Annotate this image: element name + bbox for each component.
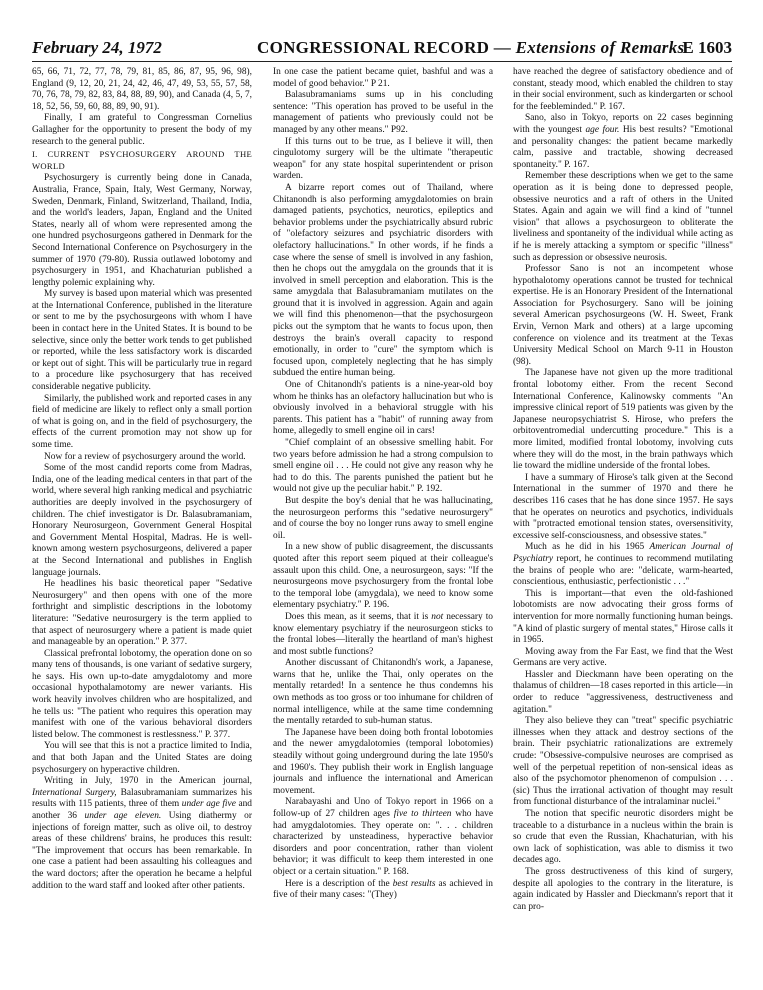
paragraph: The Japanese have been doing both frontal lobotomies and the newer amygdalotomies (temporal lobotomies) steadily without going underground during the late 1950's and 1960's. They publish their work in English language journals and influence the international and American movement.	[273, 727, 493, 796]
text-run: as achieved in five of their many cases: "(They)	[273, 878, 493, 901]
paragraph: One of Chitanondh's patients is a nine-year-old boy whom he thinks has an olefactory hallucination but who is obviously involved in a behavioral struggle with his parents. This patient has a "habit" of running away from home, allegedly to smell engine oil in cars!	[273, 380, 493, 437]
text-run: Writing in July, 1970 in the American journal,	[44, 776, 252, 787]
italic-text: International Surgery,	[32, 787, 117, 798]
page-header	[32, 38, 732, 60]
paragraph	[513, 113, 733, 171]
text-run: Sano, also in Tokyo, reports on 22 cases beginning with the youngest	[513, 113, 733, 135]
paragraph	[513, 542, 733, 588]
column-3	[513, 67, 733, 977]
italic-text: under age five	[181, 799, 236, 810]
paragraph: Moving away from the Far East, we find that the West Germans are very active.	[513, 646, 733, 669]
text-run: Narabayashi and Uno of Tokyo report in 1966 on a follow-up of 27 children ages	[273, 797, 493, 819]
text-run: Using diathermy or injections of foreign matter, such as olive oil, to destroy areas of these childrens' brains, he produces this result: "The improvement that occurs has been remarkable. In one case a patient had been assaulting his colleagues and the ward doctors; after the operation he became a helpful addition to the ward staff and looked after other patients.	[32, 811, 252, 891]
paragraph: Similarly, the published work and reported cases in any field of medicine are likely to reflect only a small portion of what is going on, and in the field of psychosurgery, the effects of the current promotion may not show up for some time.	[32, 393, 252, 450]
paragraph: Some of the most candid reports come from Madras, India, one of the leading medical centers in that part of the world, where several high ranking medical and psychiatric authorities are deeply involved in the psychosurgery of children. The chief investigator is Dr. Balasubramaniam, Honorary Neurosurgeon, Government General Hospital and Government Mental Hospital, Madras. He is well-known among western psychosurgeons, delivered a paper at the Second International and publishes in English language journals.	[32, 463, 252, 578]
header-title-main: CONGRESSIONAL RECORD —	[257, 38, 512, 57]
section-heading: I. CURRENT PSYCHOSURGERY AROUND THE WORLD	[32, 149, 252, 171]
text-run: report, he continues to recommend mutilating the brains of people who are: "delicate, warm-hearted, conscientious, enthusiastic, perfectionistic . . ."	[513, 553, 733, 588]
paragraph: Hassler and Dieckmann have been operating on the thalamus of children—18 cases reported in this article—in order to reduce "aggressiveness, destructiveness and agitation."	[513, 669, 733, 715]
paragraph: Professor Sano is not an incompetent whose hypothalotomy operations cannot be trusted for technical expertise. He is an Honorary President of the International Association for Psychosurgery. Sano will be joining several American psychosurgeons (W. H. Sweet, Frank Ervin, Vernon Mark and others) at a large upcoming conference on violence and its treatment at the Texas University Medical School on March 9-11 in Houston (98).	[513, 264, 733, 367]
paragraph: This is important—that even the old-fashioned lobotomists are now advocating their gross forms of intervention for more normally functioning human beings. "A kind of plastic surgery of mental states," Hirose calls it in 1965.	[513, 588, 733, 646]
paragraph: They also believe they can "treat" specific psychiatric illnesses when they attack and destroy sections of the brain. Their psychiatric rationalizations are extremely crude: "Obsessive-compulsive neuroses are comprised as well of the perpetual repetition of non-sensical ideas as also of the psychomotor phenomenon of compulsion . . . (sic) Thus the irrational activation of thought may result from functional disturbance of the intralaminar nuclei."	[513, 716, 733, 808]
paragraph: Balasubramaniams sums up in his concluding sentence: "This operation has proved to be useful in the management of patients who previously could not be managed by any other means." P92.	[273, 90, 493, 135]
paragraph: But despite the boy's denial that he was hallucinating, the neurosurgeon performs this "sedative neurosurgery" and of course the boy no longer runs away to smell engine oil.	[273, 495, 493, 541]
paragraph: He headlines his basic theoretical paper "Sedative Neurosurgery" and then opens with one of the more forthright and simplistic descriptions in the lobotomy literature: "Sedative neurosurgery is the term applied to that aspect of neurosurgery where a patient is made quiet and manageable by an operation." P. 377.	[32, 579, 252, 648]
paragraph: The Japanese have not given up the more traditional frontal lobotomy either. From the recent Second International Conference, Kalinowsky comments "An impressive clinical report of 519 patients was given by the Japanese neuropsychiatrist S. Hirose, who prefers the orbitoventromedial undercutting procedure." This is a more limited, modified frontal lobotomy, involving cuts where they will do the most, in the brain pathways which lie toward the midline underside of the frontal lobes.	[513, 368, 733, 472]
paragraph: In a new show of public disagreement, the discussants quoted after this report seem piqued at their colleague's assault upon this child. One, a neurosurgeon, says: "If the neurosurgeons move psychosurgery from the frontal lobe to the temporal lobe (amygdala), we need to know some elementary psychiatry." P. 196.	[273, 542, 493, 611]
paragraph: Another discussant of Chitanondh's work, a Japanese, warns that he, unlike the Thai, only operates on the mentally retarded! In a sentence he thus condemns his own methods as too gross or too inhumane for children of normal intelligence, while at the same time condemning the mentally retarded to sub-human status.	[273, 658, 493, 727]
paragraph: You will see that this is not a practice limited to India, and that both Japan and the United States are doing psychosurgery on hyperactive children.	[32, 741, 252, 775]
paragraph: A bizarre report comes out of Thailand, where Chitanondh is also performing amygdalotomies on brain damaged patients, psychotics, neurotics, epileptics and behavior problems under the psychiatrically absurd rubric of "olefactory seizures and psychiatric disorders with olefactory hallucinations." In other words, if he finds a case where the sense of smell is involved in any fashion, then he chops out the amygdala on the grounds that it is involved in smell perception and elaboration. This is the same amygdala that Balasubramaniam mutilates on the ground that it is involved in aggression. Again and again we will find this phenomenon—that the psychosurgeon picks out the symptom that he wants to focus upon, then destroys the brain's overall capacity to respond emotionally, in order to "cure" the symptom which is focused upon, completely neglecting that he has simply subdued the entire human being.	[273, 182, 493, 379]
text-run: His best results? "Emotional and personality changes: the patient became markedly calm, passive and tractable, showing decreased spontaneity." P. 167.	[513, 124, 733, 170]
text-run: Much as he did in his 1965	[525, 542, 650, 553]
paragraph: The gross destructiveness of this kind of surgery, despite all apologies to the contrary in the literature, is again indicated by Hassler and Dieckmann's report that it can pro-	[513, 866, 733, 912]
paragraph	[32, 776, 252, 892]
text-run: who have had amygdalotomies. They operate on: ". . . children characterized by unsteadiness, hyperactive behavior disorders and poor concentration, rather than violent behavior; it was difficult to keep them interested in one object or a certain situation." P. 168.	[273, 809, 493, 877]
text-run: necessary to know elementary psychiatry if the neurosurgeon sticks to the frontal lobes—literally the heartland of man's highest and most subtle functions?	[273, 611, 493, 657]
paragraph: have reached the degree of satisfactory obedience and of constant, steady mood, which enabled the children to stay in their social environment, such as kindergarten or school for the feebleminded." P. 167.	[513, 67, 733, 112]
paragraph: In one case the patient became quiet, bashful and was a model of good behavior." P 21.	[273, 67, 493, 89]
text-run: Does this mean, as it seems, that it is	[285, 611, 432, 622]
italic-text: not	[431, 611, 444, 622]
italic-text: five to thirteen	[393, 809, 452, 819]
header-page-number: E 1603	[682, 38, 732, 57]
text-run: and another 36	[32, 799, 252, 821]
paragraph	[273, 879, 493, 902]
text-run: Balasubramaniam summarizes his results with 115 patients, three of them	[32, 787, 252, 810]
paragraph: I have a summary of Hirose's talk given at the Second International in the summer of 1970 and there he describes 116 cases that he has done since 1957. He says that he operates on neurotics and psychotics, individuals with "protracted emotional tension states, oversensitivity, excessive self-consciousness, and obsessive states."	[513, 472, 733, 541]
italic-text: age four.	[585, 124, 620, 135]
paragraph: The notion that specific neurotic disorders might be traceable to a disturbance in a nucleus within the brain is so crude that even the Russian, Khachaturian, with his own lack of sophistication, was able to dismiss it two decades ago.	[513, 809, 733, 866]
paragraph: Finally, I am grateful to Congressman Cornelius Gallagher for the opportunity to present the body of my research to the general public.	[32, 113, 252, 147]
paragraph: Now for a review of psychosurgery around the world.	[44, 451, 246, 462]
column-1	[32, 67, 252, 977]
paragraph: Psychosurgery is currently being done in Canada, Australia, France, Spain, Italy, West Germany, Norway, Sweden, Denmark, Finland, Switzerland, Thailand, India, and the world's leaders, Japan, England and the United States, nearly all of whom were represented among the one hundred psychosurgeons gathered in Denmark for the Second International Conference on Psychosurgery in the summer of 1970 (79-80). Russia outlawed lobotomy and psychosurgery in 1951, and Khachaturian published a lengthy polemic explaining why.	[32, 173, 252, 288]
header-title	[257, 38, 684, 58]
italic-text: best results	[392, 878, 436, 889]
paragraph: Classical prefrontal lobotomy, the operation done on so many tens of thousands, is one variant of sedative surgery, he says. His own up-to-date amygdalotomy and more occasional hypothalamotomy are newer variants. His work heavily involves children who are hospitalized, and he tells us: "The patient who requires this operation may manifest with one of the various behavioral disorders listed below. The commonest is restlessness." P. 377.	[32, 648, 252, 740]
paragraph: 65, 66, 71, 72, 77, 78, 79, 81, 85, 86, 87, 95, 96, 98), England (9, 12, 20, 21, 24, 42, 46, 47, 49, 53, 55, 57, 58, 70, 76, 78, 79, 82, 83, 84, 88, 89, 90), and Canada (4, 5, 7, 18, 52, 56, 59, 60, 88, 89, 90, 91).	[32, 67, 252, 112]
text-run: Here is a description of the	[285, 878, 393, 889]
italic-text: under age eleven.	[84, 811, 162, 821]
column-2	[273, 67, 493, 977]
header-title-extensions: Extensions of Remarks	[515, 38, 685, 57]
italic-text: American Journal of Psychiatry	[513, 542, 733, 564]
paragraph	[273, 797, 493, 878]
paragraph: Remember these descriptions when we get to the same operation as it is being done to depressed people, obsessive neurotics and a raft of others in the United States. Again and again we will find a kind of "tunnel vision" that allows a psychosurgeon to obliterate the liveliness and spontaneity of the individual while acting as if he is merely attacking a symptom or specific "illness" such as depression or obsessive neurosis.	[513, 171, 733, 263]
paragraph	[273, 612, 493, 658]
paragraph: My survey is based upon material which was presented at the International Conference, published in the literature or sent to me by the psychosurgeons with whom I have been in contact here in the United States. It is bound to be selective, since only the better work tends to get published or reported, while the less satisfactory work is discarded or kept out of sight. This will be particularly true in regard to a procedure like psychosurgery that has received considerable negative publicity.	[32, 289, 252, 393]
header-date: February 24, 1972	[32, 38, 162, 57]
paragraph: "Chief complaint of an obsessive smelling habit. For two years before admission he had a strong compulsion to smell engine oil . . . He could not give any reason why he had to do this. The parents punished the patient but he would not give up the peculiar habit." P. 192.	[273, 438, 493, 495]
header-rule	[32, 61, 732, 62]
paragraph: If this turns out to be true, as I believe it will, then cingulotomy surgery will be the ultimate "therapeutic weapon" for any state hospital superintendent or prison warden.	[273, 136, 493, 182]
